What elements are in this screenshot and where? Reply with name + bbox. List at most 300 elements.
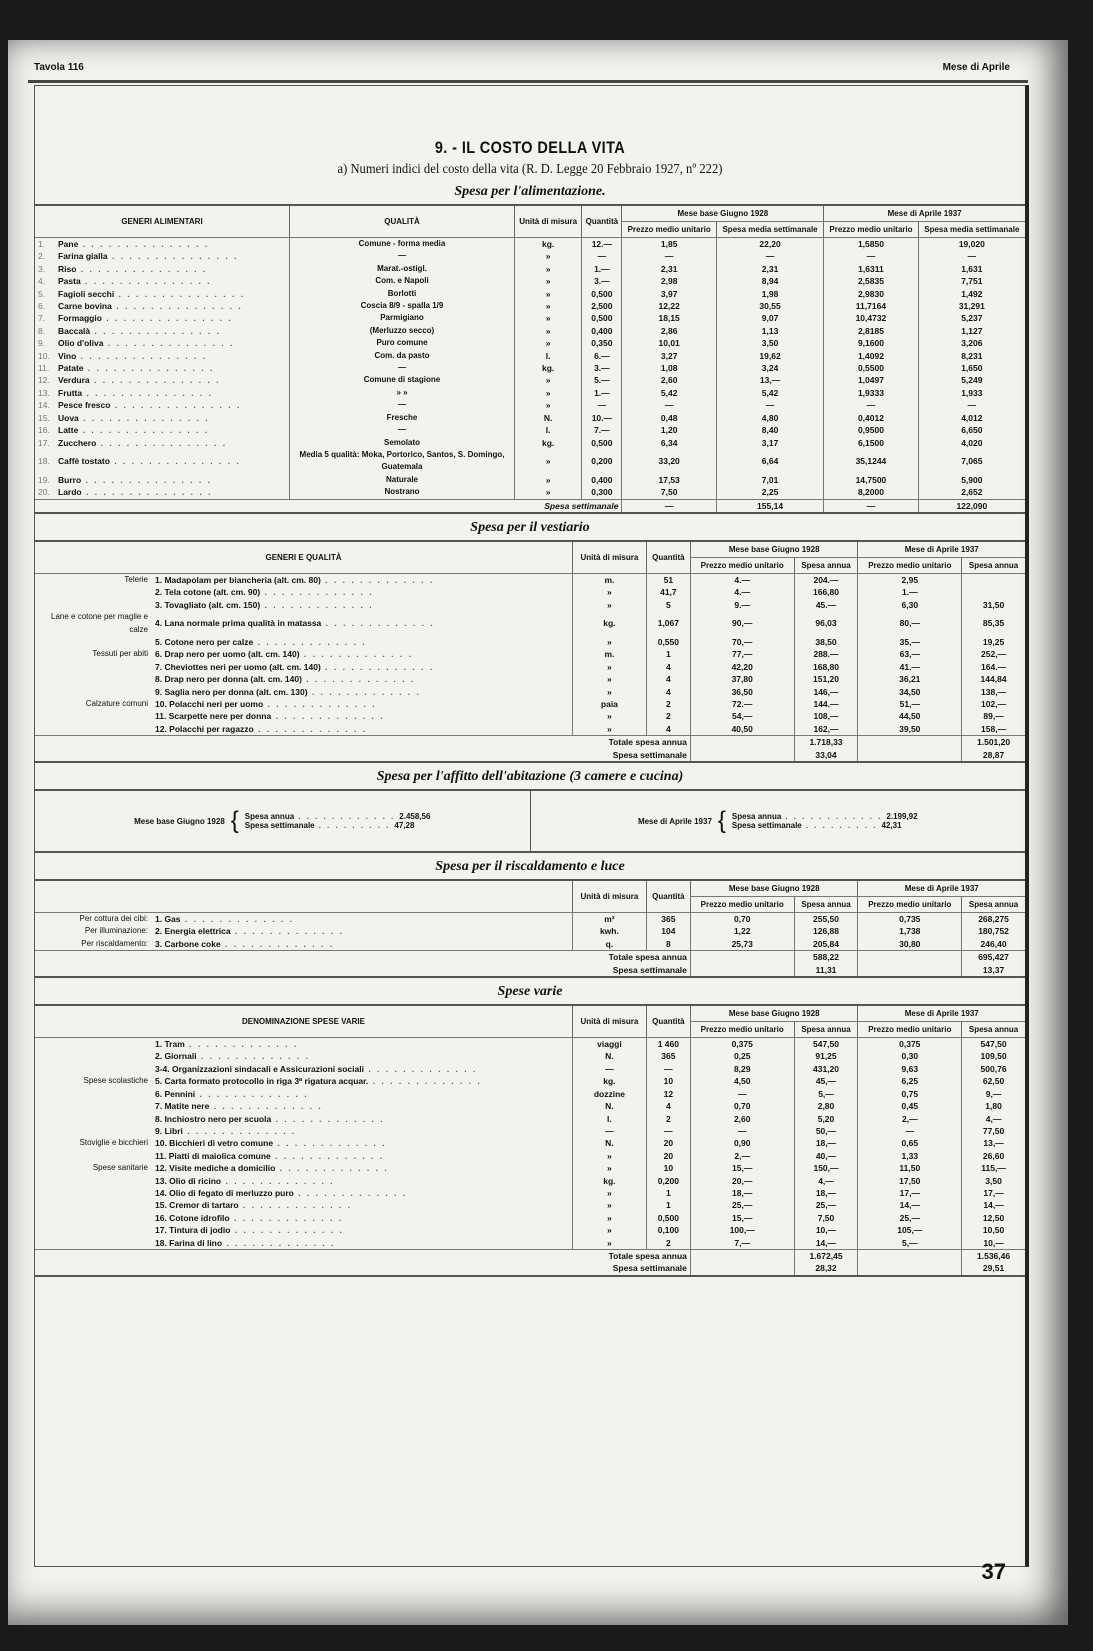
- annual-28-cell: 14,—: [794, 1237, 858, 1250]
- price-28-cell: 0,25: [690, 1050, 794, 1062]
- price-28-cell: 37,80: [690, 673, 794, 685]
- clothing-row: Tessuti per abiti 6. Drap nero per uomo (alt. cm. 140) . . . . . . . . . . . . . m. 1 77,— 288.— 63,— 252,—: [35, 648, 1025, 660]
- rent-current: Mese di Aprile 1937 { Spesa annua . . . . . . . . . . . . 2.199,92 Spesa settimanale . . . . . . . . . 42,31: [530, 791, 1026, 851]
- unit-cell: m.: [572, 573, 646, 586]
- price-28-cell: 70,—: [690, 636, 794, 648]
- group-label: [35, 1050, 152, 1062]
- clothing-row: 5. Cotone nero per calze . . . . . . . . . . . . . » 0,550 70,— 38,50 35,— 19,25: [35, 636, 1025, 648]
- quantity-cell: —: [582, 250, 622, 262]
- col-quantity: Quantità: [582, 205, 622, 238]
- annual-37-cell: 102,—: [962, 698, 1025, 710]
- group-label: Per cottura dei cibi:: [79, 914, 148, 924]
- group-label: [35, 1125, 152, 1137]
- unit-cell: kg.: [515, 238, 582, 251]
- heating-table: [35, 879, 1025, 978]
- clothing-row: Calzature comuni 10. Polacchi neri per uomo . . . . . . . . . . . . . paia 2 72.— 144.— 51,— 102,—: [35, 698, 1025, 710]
- quantity-cell: 0,200: [646, 1175, 690, 1187]
- quantity-cell: 2: [646, 1237, 690, 1250]
- item-number: 13.: [38, 387, 50, 398]
- annual-37-cell: 26,60: [962, 1150, 1025, 1162]
- rent-annual-28: 2.458,56: [399, 812, 431, 822]
- quantity-cell: 10: [646, 1162, 690, 1174]
- col-price-37: Prezzo medio unitario: [858, 557, 962, 573]
- food-total-s37: 122,090: [918, 499, 1025, 513]
- clothing-weekly-37: 28,87: [982, 749, 1005, 760]
- quantity-cell: 5.—: [582, 374, 622, 386]
- page-title: 9. - IL COSTO DELLA VITA: [434, 138, 626, 157]
- item-name: 13. Olio di ricino: [155, 1175, 222, 1186]
- misc-row: 3-4. Organizzazioni sindacali e Assicurazioni sociali . . . . . . . . . . . . . — — 8,29 431,20 9,63 500,76: [35, 1063, 1025, 1075]
- annual-37-cell: 500,76: [962, 1063, 1025, 1075]
- food-quality: Borlotti: [290, 288, 515, 300]
- misc-row: 16. Cotone idrofilo . . . . . . . . . . . . . » 0,500 15,— 7,50 25,— 12,50: [35, 1212, 1025, 1224]
- item-name: 9. Libri: [155, 1125, 183, 1136]
- quantity-cell: 2: [646, 698, 690, 710]
- price-28-cell: —: [690, 1088, 794, 1100]
- annual-28-cell: 40,—: [794, 1150, 858, 1162]
- group-label: [35, 1224, 152, 1236]
- price-28-cell: 0,48: [622, 412, 716, 424]
- annual-37-cell: 89,—: [962, 710, 1025, 722]
- price-28-cell: 15,—: [690, 1212, 794, 1224]
- group-label: [35, 1187, 152, 1199]
- price-28-cell: 18,—: [690, 1187, 794, 1199]
- heating-row: Per cottura dei cibi: 1. Gas . . . . . . . . . . . . . m³ 365 0,70 255,50 0,735 268,275: [35, 913, 1025, 926]
- quantity-cell: 4: [646, 1100, 690, 1112]
- unit-cell: »: [515, 474, 582, 486]
- food-quality: —: [290, 399, 515, 411]
- group-label: [35, 1199, 152, 1211]
- item-number: 15.: [38, 412, 50, 423]
- price-28-cell: 5,42: [622, 387, 716, 399]
- price-28-cell: 12,22: [622, 300, 716, 312]
- unit-cell: »: [515, 325, 582, 337]
- unit-cell: kg.: [572, 1175, 646, 1187]
- price-28-cell: 7,50: [622, 486, 716, 499]
- rent-annual-37: 2.199,92: [886, 812, 918, 822]
- price-37-cell: 44,50: [858, 710, 962, 722]
- clothing-annual-37: 1.501,20: [977, 737, 1011, 748]
- unit-cell: »: [572, 673, 646, 685]
- group-label: [35, 586, 152, 598]
- price-37-cell: 2,9830: [824, 288, 918, 300]
- quantity-cell: 8: [646, 938, 690, 951]
- group-label: [35, 599, 152, 611]
- unit-cell: l.: [515, 424, 582, 436]
- price-28-cell: 2,60: [690, 1113, 794, 1125]
- misc-row: Stoviglie e bicchieri 10. Bicchieri di vetro comune . . . . . . . . . . . . . N. 20 0,90 18,— 0,65 13,—: [35, 1137, 1025, 1149]
- quantity-cell: 1: [646, 1187, 690, 1199]
- quantity-cell: 20: [646, 1137, 690, 1149]
- price-28-cell: 72.—: [690, 698, 794, 710]
- clothing-row: 8. Drap nero per donna (alt. cm. 140) . . . . . . . . . . . . . » 4 37,80 151,20 36,21 144,84: [35, 673, 1025, 685]
- price-28-cell: 100,—: [690, 1224, 794, 1236]
- food-name: Formaggio: [58, 313, 102, 324]
- unit-cell: »: [572, 1212, 646, 1224]
- group-label: Spese scolastiche: [83, 1076, 148, 1086]
- annual-37-cell: 12,50: [962, 1212, 1025, 1224]
- unit-cell: »: [515, 337, 582, 349]
- unit-cell: dozzine: [572, 1088, 646, 1100]
- item-name: 12. Polacchi per ragazzo: [155, 723, 254, 734]
- quantity-cell: 41,7: [646, 586, 690, 598]
- group-label: [35, 661, 152, 673]
- page-subtitle: a) Numeri indici del costo della vita (R. D. Legge 20 Febbraio 1927, nº 222): [337, 162, 723, 177]
- annual-37-cell: 77,50: [962, 1125, 1025, 1137]
- annual-28-cell: 5,20: [794, 1113, 858, 1125]
- annual-28-cell: 45.—: [794, 599, 858, 611]
- misc-total-annual-label: Totale spesa annua: [608, 1250, 687, 1261]
- price-37-cell: 105,—: [858, 1224, 962, 1236]
- weekly-28-cell: 5,42: [716, 387, 823, 399]
- weekly-28-cell: 6,64: [716, 449, 823, 474]
- quantity-cell: 0,400: [582, 474, 622, 486]
- annual-37-cell: 10,50: [962, 1224, 1025, 1236]
- price-28-cell: 4,50: [690, 1075, 794, 1087]
- food-row: 17. Zucchero . . . . . . . . . . . . . . . Semolato kg. 0,500 6,34 3,17 6,1500 4,020: [35, 437, 1025, 449]
- running-head-month: Mese di Aprile: [942, 62, 1010, 73]
- item-name: 8. Inchiostro nero per scuola: [155, 1113, 272, 1124]
- price-28-cell: 4.—: [690, 586, 794, 598]
- quantity-cell: 1,067: [646, 611, 690, 636]
- weekly-37-cell: 4,020: [918, 437, 1025, 449]
- weekly-37-cell: 5,237: [918, 312, 1025, 324]
- clothing-row: 2. Tela cotone (alt. cm. 90) . . . . . . . . . . . . . » 41,7 4.— 166,80 1.—: [35, 586, 1025, 598]
- col-price-28: Prezzo medio unitario: [690, 897, 794, 913]
- unit-cell: kg.: [515, 437, 582, 449]
- item-name: 7. Cheviottes neri per uomo (alt. cm. 140): [155, 661, 321, 672]
- food-quality: —: [290, 362, 515, 374]
- weekly-37-cell: 7,751: [918, 275, 1025, 287]
- price-37-cell: 10,4732: [824, 312, 918, 324]
- annual-37-cell: 14,—: [962, 1199, 1025, 1211]
- group-label: Stoviglie e bicchieri: [79, 1138, 148, 1148]
- item-number: 1.: [38, 239, 46, 249]
- unit-cell: »: [515, 387, 582, 399]
- price-28-cell: 9.—: [690, 599, 794, 611]
- heating-annual-37: 695,427: [978, 952, 1009, 963]
- price-28-cell: 1,08: [622, 362, 716, 374]
- item-number: 14.: [38, 400, 50, 411]
- food-quality: (Merluzzo secco): [290, 325, 515, 337]
- food-total-row: [35, 499, 1025, 513]
- rent-section-title: Spesa per l'affitto dell'abitazione (3 camere e cucina): [376, 769, 684, 785]
- brace-icon: {: [717, 807, 726, 835]
- unit-cell: »: [572, 636, 646, 648]
- unit-cell: paia: [572, 698, 646, 710]
- col-current-month: Mese di Aprile 1937: [824, 205, 1025, 222]
- annual-28-cell: 50,—: [794, 1125, 858, 1137]
- heating-total-weekly-label: Spesa settimanale: [612, 964, 687, 975]
- quantity-cell: 1: [646, 1199, 690, 1211]
- annual-28-cell: 126,88: [794, 925, 858, 937]
- clothing-row: 11. Scarpette nere per donna . . . . . . . . . . . . . » 2 54,— 108,— 44,50 89,—: [35, 710, 1025, 722]
- food-quality: Com. da pasto: [290, 350, 515, 362]
- annual-37-cell: [962, 573, 1025, 586]
- price-37-cell: 35,1244: [824, 449, 918, 474]
- price-28-cell: 1,20: [622, 424, 716, 436]
- price-37-cell: 0,75: [858, 1088, 962, 1100]
- food-row: 20. Lardo . . . . . . . . . . . . . . . Nostrano » 0,300 7,50 2,25 8,2000 2,652: [35, 486, 1025, 499]
- price-28-cell: 2,31: [622, 263, 716, 275]
- annual-37-cell: 1,80: [962, 1100, 1025, 1112]
- weekly-37-cell: 5,900: [918, 474, 1025, 486]
- quantity-cell: 0,550: [646, 636, 690, 648]
- quantity-cell: 0,300: [582, 486, 622, 499]
- unit-cell: »: [572, 586, 646, 598]
- weekly-28-cell: 19,62: [716, 350, 823, 362]
- unit-cell: »: [572, 1199, 646, 1211]
- price-28-cell: 77,—: [690, 648, 794, 660]
- price-37-cell: 30,80: [858, 938, 962, 951]
- quantity-cell: 0,100: [646, 1224, 690, 1236]
- group-label: Per riscaldamento:: [81, 938, 148, 948]
- price-37-cell: —: [824, 250, 918, 262]
- item-number: 7.: [38, 313, 46, 324]
- quantity-cell: 0,500: [582, 312, 622, 324]
- group-label: [35, 1100, 152, 1112]
- food-name: Zucchero: [58, 437, 97, 448]
- food-total-s28: 155,14: [716, 499, 823, 513]
- col-quantity: Quantità: [646, 541, 690, 574]
- clothing-table: [35, 540, 1025, 763]
- price-37-cell: 1,4092: [824, 350, 918, 362]
- clothing-row: 9. Saglia nero per donna (alt. cm. 130) . . . . . . . . . . . . . » 4 36,50 146,— 34,50 138,—: [35, 686, 1025, 698]
- weekly-28-cell: 4,80: [716, 412, 823, 424]
- rent-weekly-label-37: Spesa settimanale: [731, 821, 802, 831]
- quantity-cell: 10.—: [582, 412, 622, 424]
- item-number: 12.: [38, 375, 50, 386]
- annual-37-cell: 19,25: [962, 636, 1025, 648]
- quantity-cell: 5: [646, 599, 690, 611]
- quantity-cell: 365: [646, 913, 690, 926]
- unit-cell: m³: [572, 913, 646, 926]
- price-28-cell: 17,53: [622, 474, 716, 486]
- col-weekly-28: Spesa media settimanale: [716, 222, 823, 238]
- weekly-37-cell: 1,631: [918, 263, 1025, 275]
- weekly-37-cell: 5,249: [918, 374, 1025, 386]
- unit-cell: »: [515, 263, 582, 275]
- unit-cell: »: [572, 599, 646, 611]
- annual-37-cell: 17,—: [962, 1187, 1025, 1199]
- quantity-cell: 2: [646, 710, 690, 722]
- annual-37-cell: 13,—: [962, 1137, 1025, 1149]
- col-unit: Unità di misura: [572, 1005, 646, 1038]
- quantity-cell: 1 460: [646, 1038, 690, 1051]
- item-name: 18. Farina di lino: [155, 1237, 223, 1248]
- col-annual-37: Spesa annua: [962, 897, 1025, 913]
- annual-37-cell: 164.—: [962, 661, 1025, 673]
- food-name: Olio d'oliva: [58, 338, 104, 349]
- item-name: 4. Lana normale prima qualità in matassa: [155, 618, 322, 629]
- price-37-cell: —: [858, 1125, 962, 1137]
- weekly-28-cell: 13,—: [716, 374, 823, 386]
- weekly-37-cell: 3,206: [918, 337, 1025, 349]
- food-quality: Com. e Napoli: [290, 275, 515, 287]
- item-number: 4.: [38, 276, 46, 287]
- misc-row: 14. Olio di fegato di merluzzo puro . . . . . . . . . . . . . » 1 18,— 18,— 17,— 17,—: [35, 1187, 1025, 1199]
- annual-28-cell: 255,50: [794, 913, 858, 926]
- price-28-cell: 36,50: [690, 686, 794, 698]
- rent-weekly-28: 47,28: [394, 821, 415, 831]
- price-28-cell: 2,98: [622, 275, 716, 287]
- unit-cell: »: [515, 288, 582, 300]
- price-28-cell: 25,—: [690, 1199, 794, 1211]
- price-28-cell: —: [622, 250, 716, 262]
- unit-cell: »: [572, 723, 646, 736]
- food-quality: Coscia 8/9 - spalla 1/9: [290, 300, 515, 312]
- col-price-37: Prezzo medio unitario: [858, 897, 962, 913]
- annual-37-cell: 9,—: [962, 1088, 1025, 1100]
- unit-cell: »: [572, 1237, 646, 1250]
- unit-cell: kg.: [572, 1075, 646, 1087]
- food-quality: Naturale: [290, 474, 515, 486]
- group-label: [35, 1212, 152, 1224]
- price-28-cell: 0,90: [690, 1137, 794, 1149]
- food-table: [35, 204, 1025, 514]
- item-number: 10.: [38, 350, 50, 361]
- quantity-cell: 1.—: [582, 387, 622, 399]
- misc-weekly-37: 29,51: [982, 1263, 1005, 1274]
- weekly-37-cell: 1,650: [918, 362, 1025, 374]
- misc-row: Spese sanitarie 12. Visite mediche a domicilio . . . . . . . . . . . . . » 10 15,— 150,— 11,50 115,—: [35, 1162, 1025, 1174]
- quantity-cell: —: [646, 1063, 690, 1075]
- quantity-cell: 4: [646, 723, 690, 736]
- food-name: Frutta: [58, 387, 83, 398]
- food-row: 5. Fagioli secchi . . . . . . . . . . . . . . . Borlotti » 0,500 3,97 1,98 2,9830 1,492: [35, 288, 1025, 300]
- item-name: 8. Drap nero per donna (alt. cm. 140): [155, 674, 302, 685]
- rent-annual-label-28: Spesa annua: [244, 812, 295, 822]
- misc-row: 17. Tintura di jodio . . . . . . . . . . . . . » 0,100 100,— 10,— 105,— 10,50: [35, 1224, 1025, 1236]
- quantity-cell: 0,500: [582, 437, 622, 449]
- clothing-row: 7. Cheviottes neri per uomo (alt. cm. 140) . . . . . . . . . . . . . » 4 42,20 168,80 41.— 164.—: [35, 661, 1025, 673]
- annual-28-cell: 45,—: [794, 1075, 858, 1087]
- unit-cell: »: [515, 449, 582, 474]
- col-base-month: Mese base Giugno 1928: [690, 880, 858, 897]
- price-37-cell: 8,2000: [824, 486, 918, 499]
- annual-28-cell: 205,84: [794, 938, 858, 951]
- heating-row: Per illuminazione: 2. Energia elettrica . . . . . . . . . . . . . kwh. 104 1,22 126,88 1,738 180,752: [35, 925, 1025, 937]
- price-37-cell: 9,63: [858, 1063, 962, 1075]
- food-row: 8. Baccalà . . . . . . . . . . . . . . . (Merluzzo secco) » 0,400 2,86 1,13 2,8185 1,127: [35, 325, 1025, 337]
- group-label: [35, 1063, 152, 1075]
- group-label: [35, 673, 152, 685]
- food-name: Caffè tostato: [58, 456, 110, 467]
- price-28-cell: 7,—: [690, 1237, 794, 1250]
- food-name: Verdura: [58, 375, 90, 386]
- annual-28-cell: 108,—: [794, 710, 858, 722]
- food-row: 9. Olio d'oliva . . . . . . . . . . . . . . . Puro comune » 0,350 10,01 3,50 9,1600 3,206: [35, 337, 1025, 349]
- unit-cell: »: [572, 1187, 646, 1199]
- group-label: [35, 1150, 152, 1162]
- food-total-p28: —: [622, 499, 716, 513]
- food-quality: Parmigiano: [290, 312, 515, 324]
- price-37-cell: 1,738: [858, 925, 962, 937]
- food-quality: Marat.-ostigl.: [290, 263, 515, 275]
- rent-annual-label-37: Spesa annua: [731, 812, 782, 822]
- price-37-cell: 0,4012: [824, 412, 918, 424]
- price-37-cell: 0,65: [858, 1137, 962, 1149]
- food-name: Farina gialla: [58, 251, 108, 262]
- price-37-cell: 1,5850: [824, 238, 918, 251]
- unit-cell: »: [515, 374, 582, 386]
- item-name: 1. Gas: [155, 914, 181, 925]
- food-row: 19. Burro . . . . . . . . . . . . . . . Naturale » 0,400 17,53 7,01 14,7500 5,900: [35, 474, 1025, 486]
- unit-cell: N.: [515, 412, 582, 424]
- price-28-cell: 18,15: [622, 312, 716, 324]
- col-quantity: Quantità: [646, 1005, 690, 1038]
- price-28-cell: 25,73: [690, 938, 794, 951]
- col-price-37: Prezzo medio unitario: [858, 1022, 962, 1038]
- clothing-row: Telerie 1. Madapolam per biancheria (alt. cm. 80) . . . . . . . . . . . . . m. 51 4.— 204.— 2,95: [35, 573, 1025, 586]
- item-number: 8.: [38, 325, 46, 336]
- food-name: Lardo: [58, 487, 82, 498]
- annual-37-cell: 138,—: [962, 686, 1025, 698]
- misc-row: 1. Tram . . . . . . . . . . . . . viaggi 1 460 0,375 547,50 0,375 547,50: [35, 1038, 1025, 1051]
- unit-cell: »: [572, 1162, 646, 1174]
- misc-total-weekly-label: Spesa settimanale: [612, 1263, 687, 1274]
- misc-row: 6. Pennini . . . . . . . . . . . . . dozzine 12 — 5,— 0,75 9,—: [35, 1088, 1025, 1100]
- misc-table: [35, 1004, 1025, 1277]
- quantity-cell: 20: [646, 1150, 690, 1162]
- price-37-cell: 25,—: [858, 1212, 962, 1224]
- misc-row: 11. Piatti di maiolica comune . . . . . . . . . . . . . » 20 2,— 40,— 1,33 26,60: [35, 1150, 1025, 1162]
- group-label: Calzature comuni: [85, 699, 148, 708]
- brace-icon: {: [230, 807, 239, 835]
- item-number: 11.: [38, 363, 50, 374]
- annual-37-cell: 115,—: [962, 1162, 1025, 1174]
- food-quality: Comune - forma media: [290, 238, 515, 251]
- weekly-37-cell: 7,065: [918, 449, 1025, 474]
- item-name: 14. Olio di fegato di merluzzo puro: [155, 1187, 294, 1198]
- price-37-cell: 1.—: [858, 586, 962, 598]
- item-name: 3-4. Organizzazioni sindacali e Assicurazioni sociali: [155, 1063, 364, 1074]
- price-28-cell: 6,34: [622, 437, 716, 449]
- unit-cell: N.: [572, 1137, 646, 1149]
- group-label: [35, 1113, 152, 1125]
- price-28-cell: 40,50: [690, 723, 794, 736]
- annual-37-cell: 4,—: [962, 1113, 1025, 1125]
- price-37-cell: —: [824, 399, 918, 411]
- misc-row: 9. Libri . . . . . . . . . . . . . — — — 50,— — 77,50: [35, 1125, 1025, 1137]
- col-current-month: Mese di Aprile 1937: [858, 541, 1025, 558]
- food-row: 13. Frutta . . . . . . . . . . . . . . . » » » 1.— 5,42 5,42 1,9333 1,933: [35, 387, 1025, 399]
- running-head-table-number: Tavola 116: [34, 62, 84, 73]
- weekly-28-cell: —: [716, 399, 823, 411]
- weekly-28-cell: 8,40: [716, 424, 823, 436]
- weekly-37-cell: 1,933: [918, 387, 1025, 399]
- price-37-cell: 0,9500: [824, 424, 918, 436]
- price-37-cell: 6,30: [858, 599, 962, 611]
- col-price-37: Prezzo medio unitario: [824, 222, 918, 238]
- item-number: 2.: [38, 251, 46, 262]
- col-unit: Unità di misura: [572, 541, 646, 574]
- quantity-cell: 4: [646, 673, 690, 685]
- quantity-cell: 365: [646, 1050, 690, 1062]
- price-37-cell: 9,1600: [824, 337, 918, 349]
- group-label: [35, 710, 152, 722]
- price-28-cell: 1,22: [690, 925, 794, 937]
- price-37-cell: 14,—: [858, 1199, 962, 1211]
- weekly-28-cell: 9,07: [716, 312, 823, 324]
- annual-28-cell: 4,—: [794, 1175, 858, 1187]
- unit-cell: m.: [572, 648, 646, 660]
- food-quality: Media 5 qualità: Moka, Portorico, Santos, S. Domingo, Guatemala: [290, 449, 515, 474]
- food-name: Baccalà: [58, 325, 91, 336]
- food-quality: Nostrano: [290, 486, 515, 499]
- quantity-cell: 2,500: [582, 300, 622, 312]
- price-28-cell: 90,—: [690, 611, 794, 636]
